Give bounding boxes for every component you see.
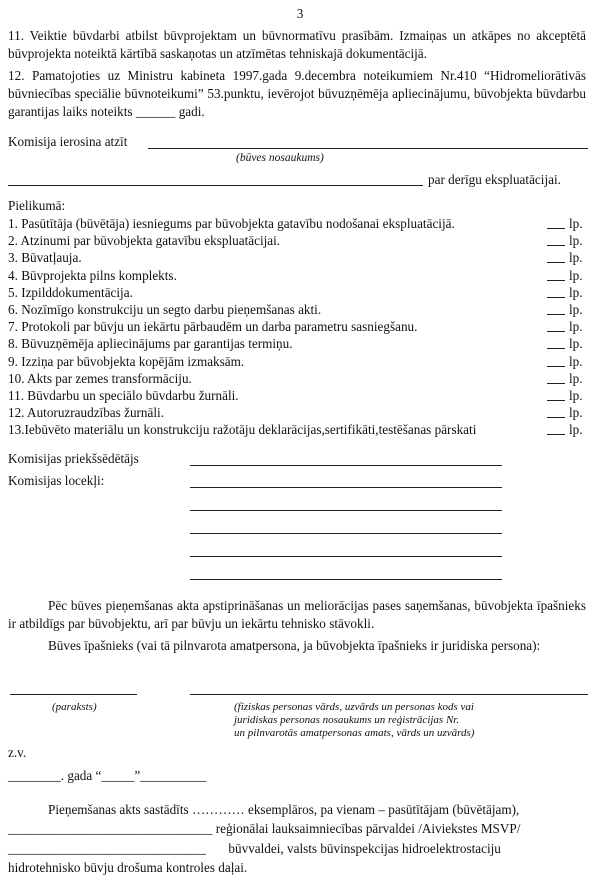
- attachment-item: [8, 267, 586, 284]
- owner-responsibility-text: Pēc būves pieņemšanas akta apstiprināšanas un meliorācijas pases saņemšanas, būvobjekta īpašnieks ir atbildīgs par būvobjektu, arī par būvju un iekārtu tehnisko stāvokli.: [8, 598, 586, 631]
- attachment-pages-unit: lp.: [569, 353, 583, 369]
- attachment-pages-unit: lp.: [569, 216, 583, 231]
- attachment-item: [8, 421, 586, 438]
- attachment-pages-blank[interactable]: [547, 262, 565, 263]
- attachment-pages-blank[interactable]: [547, 331, 565, 332]
- attachment-item: [8, 215, 586, 232]
- attachment-label: 3. Būvatļauja.: [8, 250, 82, 266]
- attachment-pages-unit: lp.: [569, 250, 583, 266]
- attachment-pages-blank[interactable]: [547, 400, 565, 401]
- member-signature-line[interactable]: [190, 487, 502, 488]
- paragraph-12-years: gadi.: [178, 104, 205, 119]
- attachment-pages-unit: lp.: [569, 284, 583, 300]
- date-line: [8, 768, 206, 784]
- attachment-pages-blank[interactable]: [547, 280, 565, 281]
- attachment-pages-unit: lp.: [569, 388, 583, 403]
- attachment-item: [8, 370, 586, 387]
- attachment-item: [8, 404, 586, 421]
- attachment-pages-unit: lp.: [569, 319, 583, 335]
- attachment-label: 9. Izziņa par būvobjekta kopējām izmaksām.: [8, 353, 245, 369]
- attachment-pages-blank[interactable]: [547, 417, 565, 418]
- copies-line-2: [8, 821, 520, 837]
- building-name-line[interactable]: [148, 148, 588, 149]
- attachment-label: 8. Būvuzņēmēja apliecinājums par garantijas termiņu.: [8, 336, 293, 352]
- attachment-label: 11. Būvdarbu un speciālo būvdarbu žurnāli.: [8, 388, 239, 403]
- day-blank[interactable]: _____: [101, 768, 135, 783]
- attachment-pages-unit: lp.: [569, 405, 583, 421]
- attachment-label: 4. Būvprojekta pilns komplekts.: [8, 267, 177, 283]
- owner-signature-line[interactable]: [10, 694, 137, 695]
- attachment-item: [8, 284, 586, 301]
- attachment-pages-unit: lp.: [569, 422, 583, 438]
- chair-signature-line[interactable]: [190, 465, 502, 466]
- attachment-label: 13.Iebūvēto materiālu un konstrukciju ražotāju deklarācijas,sertifikāti,testēšanas pārskati: [8, 422, 477, 438]
- attachment-label: 10. Akts par zemes transformāciju.: [8, 370, 192, 386]
- recipient-blank-2[interactable]: ______________________________: [8, 841, 206, 856]
- recipient-regional-office: reģionālai lauksaimniecības pārvaldei /Aiviekstes MSVP/: [215, 821, 521, 836]
- month-blank[interactable]: __________: [140, 768, 207, 783]
- attachment-pages-blank[interactable]: [547, 348, 565, 349]
- name-caption-1: (fiziskas personas vārds, uzvārds un personas kods vai: [234, 701, 474, 713]
- attachment-pages-unit: lp.: [569, 370, 583, 386]
- paragraph-11: 11. Veiktie būvdarbi atbilst būvprojektam un būvnormatīvu prasībām. Izmaiņas un atkāpes no akceptētā būvprojekta noteiktā kārtībā saskaņotas un atzīmētas tehniskajā dokumentācijā.: [8, 28, 586, 61]
- name-caption-3: un pilnvarotās amatpersonas amats, vārds un uzvārds): [234, 727, 475, 739]
- signature-caption: (paraksts): [52, 701, 97, 713]
- seal-mark: z.v.: [8, 745, 27, 760]
- commission-label: Komisija ierosina atzīt: [8, 134, 128, 149]
- members-label: Komisijas locekļi:: [8, 473, 105, 488]
- recipient-blank-1[interactable]: _______________________________: [8, 821, 213, 836]
- attachments-heading: Pielikumā:: [8, 198, 66, 213]
- attachment-label: 6. Nozīmīgo konstrukciju un segto darbu pieņemšanas akti.: [8, 302, 322, 317]
- attachment-item: [8, 387, 586, 404]
- attachment-item: [8, 318, 586, 335]
- building-name-line-2[interactable]: [8, 185, 423, 186]
- guarantee-years-blank[interactable]: ______: [135, 104, 176, 119]
- owner-line-text: Būves īpašnieks (vai tā pilnvarota amatpersona, ja būvobjekta īpašnieks ir juridiska persona):: [48, 638, 541, 653]
- recipient-building-board: būvvaldei, valsts būvinspekcijas hidroelektrostaciju: [228, 841, 501, 856]
- paragraph-12: [8, 67, 586, 121]
- attachment-pages-unit: lp.: [569, 302, 583, 317]
- attachment-pages-blank[interactable]: [547, 366, 565, 367]
- attachment-item: [8, 335, 586, 352]
- copies-line-4: hidrotehnisko būvju drošuma kontroles daļai.: [8, 860, 248, 875]
- attachment-pages-blank[interactable]: [547, 245, 565, 246]
- attachment-item: [8, 232, 586, 249]
- attachment-pages-blank[interactable]: [547, 434, 565, 435]
- attachment-pages-unit: lp.: [569, 267, 583, 283]
- attachment-label: 12. Autoruzraudzības žurnāli.: [8, 405, 165, 421]
- building-name-caption: (būves nosaukums): [236, 152, 324, 164]
- attachment-pages-blank[interactable]: [547, 314, 565, 315]
- attachment-item: [8, 353, 586, 370]
- page-number: 3: [296, 6, 304, 21]
- attachment-item: [8, 301, 586, 318]
- owner-name-line[interactable]: [190, 694, 588, 695]
- chair-label: Komisijas priekšsēdētājs: [8, 451, 139, 466]
- attachment-pages-blank[interactable]: [547, 228, 565, 229]
- year-label: . gada “: [60, 768, 102, 783]
- attachment-label: 1. Pasūtītāja (būvētāja) iesniegums par būvobjekta gatavību nodošanai ekspluatācijā.: [8, 216, 455, 231]
- attachment-label: 2. Atzinumi par būvobjekta gatavību ekspluatācijai.: [8, 233, 281, 249]
- copies-line-1: Pieņemšanas akts sastādīts ………… eksemplāros, pa vienam – pasūtītājam (būvētājam),: [48, 802, 520, 817]
- attachment-pages-blank[interactable]: [547, 383, 565, 384]
- year-blank[interactable]: ________: [8, 768, 61, 783]
- commission-suffix: par derīgu ekspluatācijai.: [428, 172, 561, 187]
- member-signature-line[interactable]: [190, 556, 502, 557]
- paragraph-12-text: 12. Pamatojoties uz Ministru kabineta 1997.gada 9.decembra noteikumiem Nr.410 “Hidromeliorātivās būvniecības speciālie būvnoteikumi” 53.punktu, ievērojot būvuzņēmēja apliecinājumu, būvobjekta būvdarbu garantijas laiks noteikts: [8, 68, 586, 119]
- attachment-pages-unit: lp.: [569, 336, 583, 352]
- day-close: ”: [134, 768, 141, 783]
- attachment-pages-unit: lp.: [569, 233, 583, 249]
- attachment-label: 5. Izpilddokumentācija.: [8, 284, 133, 300]
- attachment-pages-blank[interactable]: [547, 297, 565, 298]
- name-caption-2: juridiskas personas nosaukums un reģistrācijas Nr.: [234, 714, 460, 726]
- copies-line-3: [8, 841, 501, 857]
- member-signature-line[interactable]: [190, 533, 502, 534]
- member-signature-line[interactable]: [190, 579, 502, 580]
- attachment-label: 7. Protokoli par būvju un iekārtu pārbaudēm un darba parametru sasniegšanu.: [8, 319, 418, 335]
- member-signature-line[interactable]: [190, 510, 502, 511]
- attachment-item: [8, 249, 586, 266]
